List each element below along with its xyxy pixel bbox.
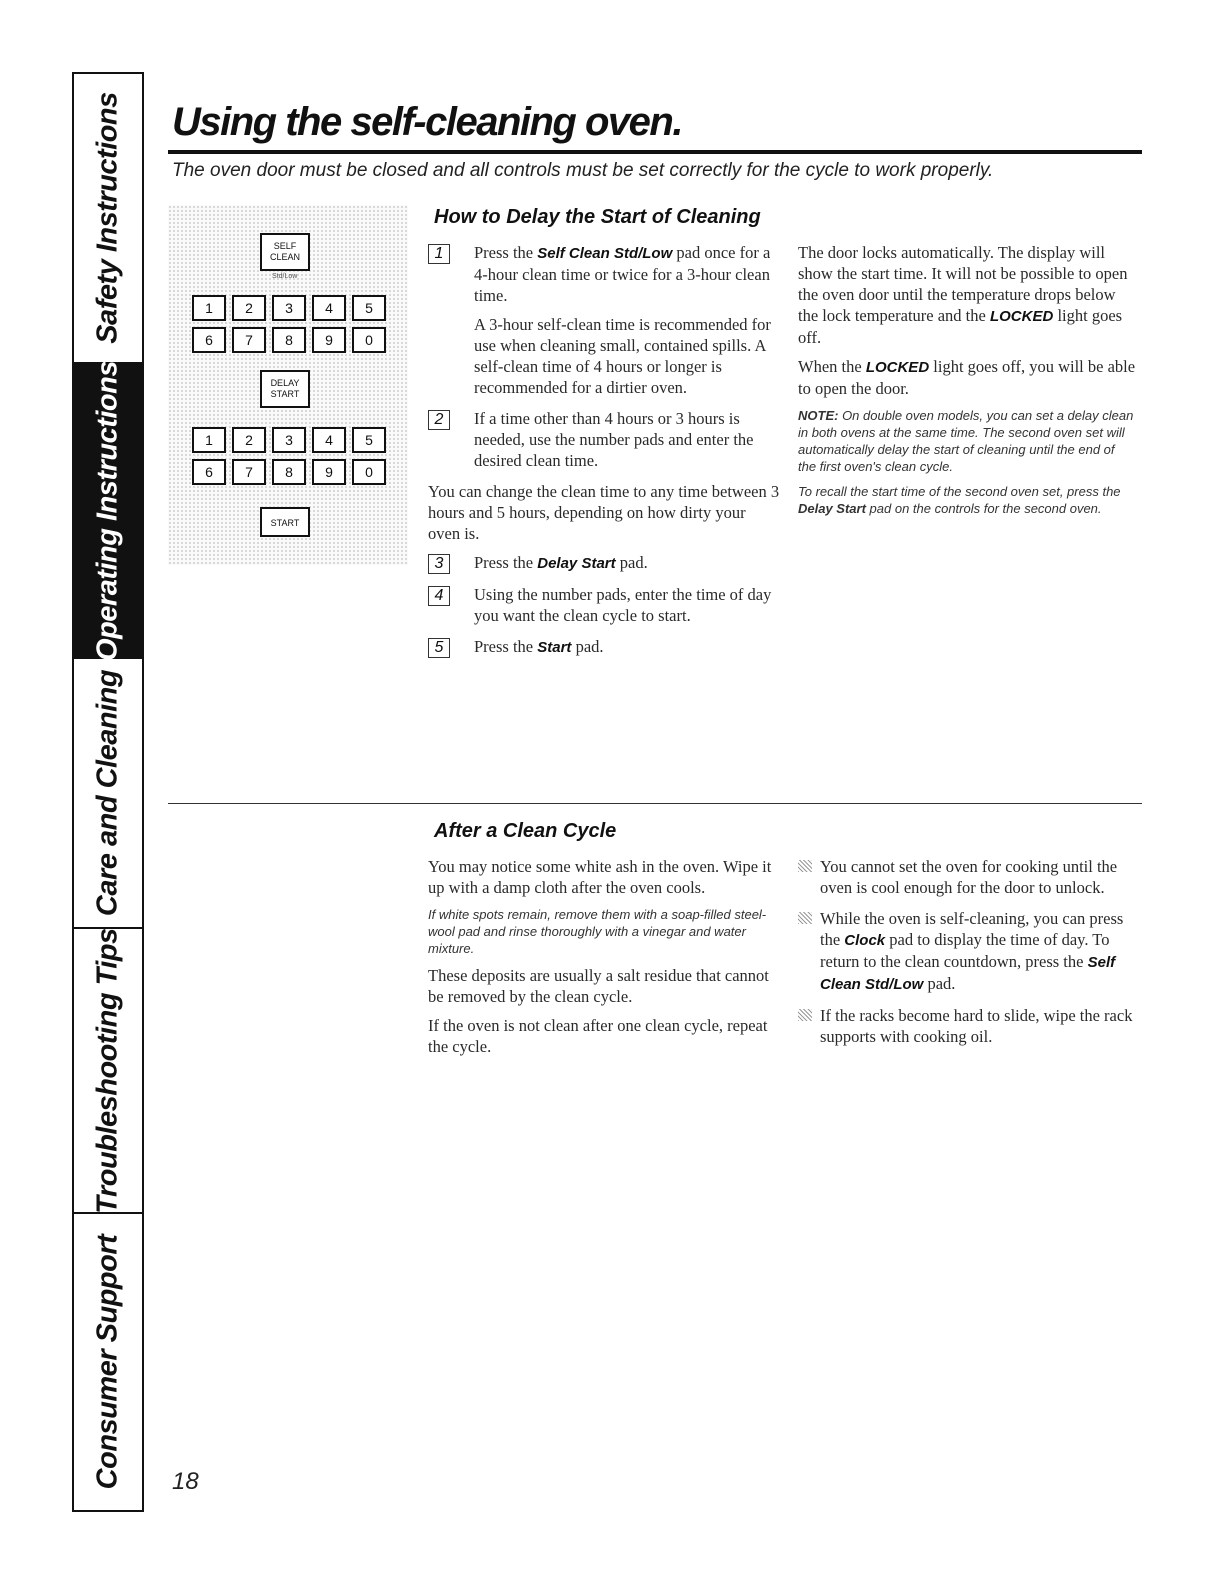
number-key: 6 — [192, 459, 226, 485]
step-text — [474, 636, 780, 658]
number-key: 3 — [272, 427, 306, 453]
page-number: 18 — [172, 1468, 199, 1495]
white-spots-note: If white spots remain, remove them with a soap-filled steel-wool pad and rinse thoroughly with a vinegar and water mixture. — [428, 907, 767, 956]
text-run: Press the — [474, 553, 538, 572]
step-body — [474, 242, 780, 398]
number-key: 3 — [272, 295, 306, 321]
text-run: On double oven models, you can set a delay clean in both ovens at the same time. The second oven set will automatically delay the start of cleaning until the end of the first oven's clean cycle. — [798, 408, 1134, 474]
page-title: Using the self-cleaning oven. — [172, 100, 682, 144]
pad-name: Self Clean Std/Low — [537, 245, 673, 262]
text-run: When the — [798, 357, 866, 376]
bullet-text: If the racks become hard to slide, wipe the rack supports with cooking oil. — [820, 1006, 1133, 1046]
pad-name: Delay Start — [537, 555, 616, 572]
number-key: 0 — [352, 459, 386, 485]
bullet-item — [798, 908, 1136, 995]
after-clean-column — [428, 856, 776, 1065]
number-key: 8 — [272, 459, 306, 485]
control-panel-illustration — [168, 205, 408, 565]
step-number-badge: 5 — [428, 638, 450, 658]
text-run: pad on the controls for the second oven. — [865, 501, 1102, 516]
number-key: 4 — [312, 295, 346, 321]
salt-residue-paragraph: These deposits are usually a salt residue that cannot be removed by the clean cycle. — [428, 966, 769, 1006]
pad-name: Start — [537, 639, 572, 656]
text-run: To recall the start time of the second oven set, press the — [798, 484, 1121, 499]
self-clean-key: SELF CLEAN — [260, 233, 310, 271]
start-key: START — [260, 507, 310, 537]
text-run: pad once for a 4-hour clean time or twice for a 3-hour clean time. — [474, 243, 771, 305]
bullet-item — [798, 856, 1136, 898]
number-key: 8 — [272, 327, 306, 353]
step-number-badge: 4 — [428, 586, 450, 606]
door-lock-paragraph — [798, 242, 1136, 348]
step-body — [474, 408, 780, 471]
delay-info-column — [798, 242, 1136, 525]
bullet-item — [798, 1005, 1136, 1047]
number-key: 5 — [352, 295, 386, 321]
number-key: 2 — [232, 295, 266, 321]
section-divider — [168, 803, 1142, 804]
self-clean-key-sublabel: Std/Low — [272, 273, 298, 280]
text-run: pad. — [571, 637, 604, 656]
repeat-cycle-paragraph: If the oven is not clean after one clean cycle, repeat the cycle. — [428, 1016, 768, 1056]
bullet-icon — [798, 912, 812, 924]
step-text — [474, 552, 780, 574]
bullet-text: You cannot set the oven for cooking until the oven is cool enough for the door to unlock. — [820, 857, 1118, 897]
change-time-paragraph: You can change the clean time to any time between 3 hours and 5 hours, depending on how dirty your oven is. — [428, 482, 780, 543]
text-run: Press the — [474, 243, 538, 262]
tab-label: Operating Instructions — [91, 360, 124, 661]
step-number-badge: 2 — [428, 410, 450, 430]
title-rule — [168, 150, 1142, 154]
double-oven-note — [798, 407, 1136, 475]
recall-note — [798, 483, 1136, 517]
number-key: 7 — [232, 327, 266, 353]
step-text — [474, 242, 780, 306]
number-key: 9 — [312, 327, 346, 353]
number-key: 7 — [232, 459, 266, 485]
step-number-badge: 1 — [428, 244, 450, 264]
step-text: Using the number pads, enter the time of day you want the clean cycle to start. — [474, 585, 772, 625]
tab-troubleshooting-tips[interactable] — [74, 929, 142, 1214]
step-text: If a time other than 4 hours or 3 hours is needed, use the number pads and enter the desired clean time. — [474, 409, 754, 470]
number-key: 0 — [352, 327, 386, 353]
text-run: light goes off, you will be able to open the door. — [798, 357, 1136, 398]
text-run: Press the — [474, 637, 538, 656]
number-key: 9 — [312, 459, 346, 485]
number-key: 4 — [312, 427, 346, 453]
step-body — [474, 584, 780, 626]
tab-label: Consumer Support — [91, 1234, 124, 1490]
page-subtitle: The oven door must be closed and all controls must be set correctly for the cycle to work properly. — [172, 160, 994, 181]
step-2 — [428, 408, 780, 471]
number-key: 1 — [192, 427, 226, 453]
step-body — [474, 552, 780, 574]
bullet-icon — [798, 860, 812, 872]
number-key: 5 — [352, 427, 386, 453]
pad-name: Self Clean Std/Low — [820, 954, 1116, 993]
pad-name: Delay Start — [798, 501, 866, 516]
locked-light-paragraph — [798, 356, 1136, 399]
number-key: 1 — [192, 295, 226, 321]
ash-paragraph: You may notice some white ash in the oven. Wipe it up with a damp cloth after the oven cools. — [428, 857, 772, 897]
step-body — [474, 636, 780, 658]
step-number-badge: 3 — [428, 554, 450, 574]
tab-label: Care and Cleaning — [91, 669, 124, 917]
text-run: While the oven is self-cleaning, you can press the — [820, 909, 1124, 949]
tab-safety-instructions[interactable] — [74, 74, 142, 364]
tab-label: Safety Instructions — [91, 92, 124, 344]
number-key: 6 — [192, 327, 226, 353]
tab-label: Troubleshooting Tips — [91, 927, 124, 1214]
bullet-text — [820, 909, 1123, 993]
section-tabs — [72, 72, 144, 1512]
text-run: pad. — [923, 974, 956, 993]
text-run: pad to display the time of day. To return to the clean countdown, press the — [820, 930, 1110, 971]
number-key: 2 — [232, 427, 266, 453]
delay-steps-column — [428, 242, 780, 668]
locked-light-name: LOCKED — [865, 359, 930, 376]
step-1 — [428, 242, 780, 398]
step-5 — [428, 636, 780, 658]
tab-care-and-cleaning[interactable] — [74, 659, 142, 929]
step-detail: A 3-hour self-clean time is recommended for use when cleaning small, contained spills. A self-clean time of 4 hours or longer is recommended for a dirtier oven. — [474, 315, 771, 397]
step-4 — [428, 584, 780, 626]
bullet-icon — [798, 1009, 812, 1021]
text-run: pad. — [615, 553, 648, 572]
after-clean-bullets — [798, 856, 1136, 1057]
tab-consumer-support[interactable] — [74, 1214, 142, 1510]
section-heading-after-clean: After a Clean Cycle — [434, 820, 617, 842]
note-label: NOTE: — [798, 408, 839, 423]
text-run: light goes off. — [798, 306, 1123, 347]
tab-operating-instructions[interactable] — [74, 360, 142, 661]
text-run: The door locks automatically. The display will show the start time. It will not be possible to open the oven door until the temperature drops below the lock temperature and the — [798, 243, 1128, 325]
delay-start-key: DELAY START — [260, 370, 310, 408]
pad-name: Clock — [844, 932, 886, 949]
step-3 — [428, 552, 780, 574]
section-heading-delay: How to Delay the Start of Cleaning — [434, 206, 761, 228]
locked-light-name: LOCKED — [989, 308, 1054, 325]
